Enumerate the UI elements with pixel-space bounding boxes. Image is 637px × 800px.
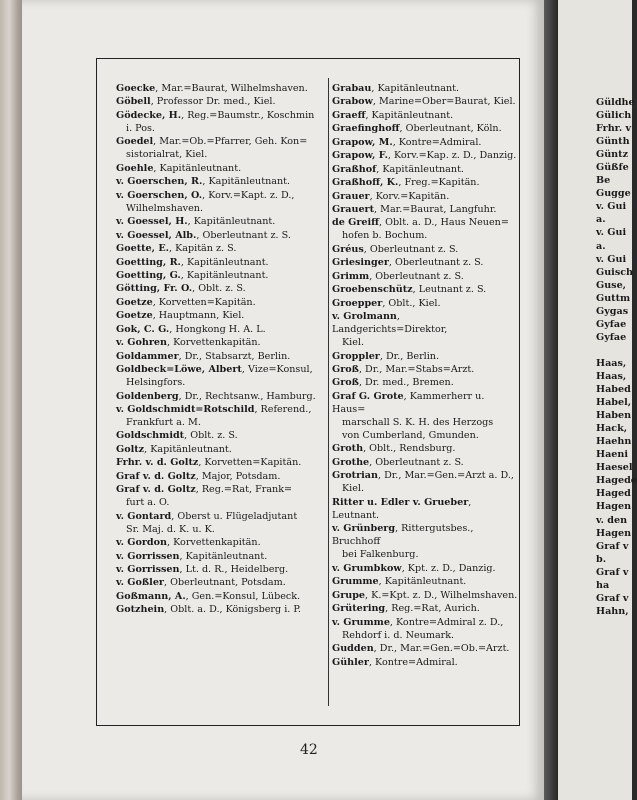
entry-name: Goedel xyxy=(116,136,154,148)
entry-details: , Kapitänleutnant. xyxy=(153,162,242,174)
directory-entry xyxy=(332,616,518,642)
directory-entry xyxy=(116,109,316,135)
entry-details: , Kapitänleutnant. xyxy=(371,83,460,94)
entry-name: v. Grünberg xyxy=(332,523,396,535)
next-page-line: Graf v xyxy=(596,540,629,552)
entry-continuation: marschall S. K. H. des Herzogs xyxy=(342,416,494,428)
entry-details: , Oberleutnant z. S. xyxy=(369,270,464,282)
directory-entry xyxy=(332,136,518,149)
next-page-line: Güntz xyxy=(596,149,629,161)
next-page-line: Haben xyxy=(596,410,632,422)
entry-details: , Marine=Ober=Baurat, Kiel. xyxy=(372,96,516,108)
next-page-line: Hagen xyxy=(596,501,632,513)
directory-entry xyxy=(332,496,518,522)
entry-name: v. Goessel, Alb. xyxy=(116,229,197,241)
directory-entry xyxy=(332,310,518,349)
entry-details: , Korvetten=Kapitän. xyxy=(152,296,256,308)
entry-name: Goldenberg xyxy=(116,390,179,402)
next-page-line: Habed xyxy=(596,384,631,396)
entry-details: , Oblt. a. D., Königsberg i. P. xyxy=(164,604,301,616)
entry-details: , Reg.=Rat, Aurich. xyxy=(385,603,480,615)
entry-details: , Kontre=Admiral. xyxy=(368,656,458,668)
directory-entry xyxy=(332,376,518,389)
column-divider xyxy=(328,78,329,706)
entry-details: , Dr., Rechtsanw., Hamburg. xyxy=(178,390,316,402)
entry-name: Goldschmidt xyxy=(116,430,185,442)
directory-entry xyxy=(116,429,316,442)
next-page-line: Guse, xyxy=(596,279,627,291)
directory-entry xyxy=(116,456,316,469)
directory-entry xyxy=(332,270,518,283)
page-number: 42 xyxy=(300,742,318,758)
directory-entry xyxy=(116,175,316,188)
entry-name: v. Gontard xyxy=(116,510,172,522)
entry-name: Goßmann, A. xyxy=(116,590,186,602)
entry-name: v. Gohren xyxy=(116,337,167,349)
entry-details: , Leutnant z. S. xyxy=(412,284,487,296)
entry-name: Göbell xyxy=(116,96,151,108)
entry-continuation: Kiel. xyxy=(342,483,365,495)
entry-name: v. Goessel, H. xyxy=(116,216,188,228)
next-page-line: Be xyxy=(596,175,611,187)
entry-name: Graßhof xyxy=(332,163,377,175)
entry-name: Grauert xyxy=(332,203,375,215)
directory-entry xyxy=(116,470,316,483)
directory-entry xyxy=(116,296,316,309)
directory-entry xyxy=(332,109,518,122)
entry-name: Graßhoff, K. xyxy=(332,177,399,189)
entry-name: Goecke xyxy=(116,83,156,94)
next-page-line: Hahn, xyxy=(596,605,629,617)
directory-entry xyxy=(332,456,518,469)
entry-name: Frhr. v. d. Goltz xyxy=(116,457,199,469)
entry-details: , Korv.=Kap. z. D., Danzig. xyxy=(387,150,517,162)
entry-name: Gudden xyxy=(332,643,374,655)
entry-name: Grupe xyxy=(332,589,366,601)
entry-name: Grotrian xyxy=(332,470,378,482)
entry-name: Goldammer xyxy=(116,350,179,362)
directory-entry xyxy=(116,576,316,589)
entry-details: , Oblt. a. D., Haus Neuen= xyxy=(379,217,509,229)
directory-entry xyxy=(332,216,518,242)
next-page-line: Gülich xyxy=(596,110,632,122)
entry-details: , Oberleutnant z. S. xyxy=(196,229,291,241)
next-page-line: v. Gui xyxy=(596,227,627,239)
next-page-line: a. xyxy=(596,214,606,226)
entry-name: Grapow, M. xyxy=(332,136,393,148)
entry-details: , Dr., Mar.=Gen.=Ob.=Arzt. xyxy=(373,643,510,655)
entry-name: v. Gorrissen xyxy=(116,564,180,576)
entry-name: Ritter u. Edler v. Grueber xyxy=(332,496,469,508)
next-page-line: Habel, xyxy=(596,397,632,409)
directory-entry xyxy=(332,243,518,256)
entry-details: , Oblt. z. S. xyxy=(184,430,238,442)
directory-entry xyxy=(116,189,316,215)
entry-name: Gühler xyxy=(332,656,369,668)
entry-name: Grabau xyxy=(332,83,372,94)
directory-entry xyxy=(116,483,316,509)
entry-details: , Mar.=Baurat, Wilhelmshaven. xyxy=(155,83,308,94)
entry-continuation: bei Falkenburg. xyxy=(342,549,419,561)
entry-details: , Korv.=Kapt. z. D., xyxy=(202,189,295,201)
directory-entry xyxy=(332,350,518,363)
entry-continuation: Kiel. xyxy=(342,337,365,349)
directory-entry xyxy=(332,176,518,189)
next-page-line: Haeni xyxy=(596,449,629,461)
directory-entry xyxy=(116,256,316,269)
entry-details: , Lt. d. R., Heidelberg. xyxy=(179,564,289,576)
entry-details: , Oblt., Rendsburg. xyxy=(363,443,456,455)
entry-details: , Kapitänleutnant. xyxy=(179,550,268,562)
directory-entry xyxy=(332,442,518,455)
directory-entry xyxy=(332,363,518,376)
entry-name: Grimm xyxy=(332,270,370,282)
entry-name: v. Grolmann xyxy=(332,311,397,323)
entry-details: , Dr., Stabsarzt, Berlin. xyxy=(178,350,291,362)
entry-continuation: sistorialrat, Kiel. xyxy=(126,149,208,161)
directory-entry xyxy=(116,403,316,429)
next-page-line: Guisch xyxy=(596,266,634,278)
entry-name: Griesinger xyxy=(332,257,389,269)
entry-details: , Vize=Konsul, xyxy=(241,364,313,376)
entry-details: , Oberst u. Flügeladjutant xyxy=(171,510,298,522)
entry-continuation: i. Pos. xyxy=(126,122,155,134)
entry-name: Groppler xyxy=(332,350,380,362)
entry-name: Groß xyxy=(332,364,359,376)
entry-details: , Oberleutnant, Köln. xyxy=(399,123,502,135)
next-page-line: Graf v xyxy=(596,592,629,604)
next-page-line: Haehn xyxy=(596,436,632,448)
directory-entry xyxy=(116,536,316,549)
entry-name: Grütering xyxy=(332,603,386,615)
next-page-line: a. xyxy=(596,240,606,252)
entry-details: , Oberleutnant z. S. xyxy=(388,257,484,269)
entry-name: Groepper xyxy=(332,297,383,309)
entry-continuation: furt a. O. xyxy=(126,497,170,509)
next-page-line: Günth xyxy=(596,136,630,148)
entry-continuation: hofen b. Bochum. xyxy=(342,230,428,242)
next-page-line: Haas, xyxy=(596,370,627,382)
directory-entry xyxy=(332,82,518,95)
entry-name: Graefinghoff xyxy=(332,123,400,135)
entry-details: , Kapitänleutnant. xyxy=(144,443,232,455)
entry-name: Goette, E. xyxy=(116,243,169,255)
entry-name: Graf G. Grote xyxy=(332,390,404,402)
entry-details: , Korvetten=Kapitän. xyxy=(198,457,302,469)
entry-details: , Hauptmann, Kiel. xyxy=(152,310,245,322)
entry-details: , Reg.=Baumstr., Koschmin xyxy=(181,109,315,121)
entry-name: Goetze xyxy=(116,296,153,308)
entry-details: , Oblt. z. S. xyxy=(192,283,246,295)
entry-details: , Oberleutnant z. S. xyxy=(363,243,459,255)
directory-entry xyxy=(332,95,518,108)
entry-name: Groß xyxy=(332,377,359,389)
directory-entry xyxy=(332,190,518,203)
entry-details: , Freg.=Kapitän. xyxy=(398,177,480,189)
entry-details: , Kammerherr u. Haus= xyxy=(332,390,485,415)
entry-name: Groth xyxy=(332,443,364,455)
entry-details: , Kapitänleutnant. xyxy=(365,109,454,121)
next-page-line: Haesel xyxy=(596,462,633,474)
entry-details: , Dr. med., Bremen. xyxy=(358,377,454,389)
entry-details: , Kpt. z. D., Danzig. xyxy=(401,562,496,574)
directory-entry xyxy=(332,203,518,216)
next-page-line: Gygas xyxy=(596,305,629,317)
entry-continuation: Rehdorf i. d. Neumark. xyxy=(342,629,455,641)
entry-details: , Hongkong H. A. L. xyxy=(169,323,266,335)
directory-entry xyxy=(116,336,316,349)
entry-details: , Oblt., Kiel. xyxy=(382,297,441,309)
entry-name: Gotzhein xyxy=(116,604,165,616)
directory-entry xyxy=(116,282,316,295)
entry-details: , Kontre=Admiral z. D., xyxy=(389,616,504,628)
entry-details: , Korv.=Kapitän. xyxy=(369,190,450,202)
entry-continuation: von Cumberland, Gmunden. xyxy=(342,430,479,442)
next-page-line: Güldhe xyxy=(596,97,635,108)
entry-name: Groebenschütz xyxy=(332,284,413,296)
next-page-line: Gugge xyxy=(596,188,631,200)
entry-name: Goetting, R. xyxy=(116,256,181,268)
directory-entry xyxy=(332,163,518,176)
next-page-line: v. Gui xyxy=(596,201,627,213)
entry-details: , Dr., Mar.=Gen.=Arzt a. D., xyxy=(377,470,514,482)
entry-details: , Dr., Berlin. xyxy=(379,350,440,362)
entry-name: Grabow xyxy=(332,96,373,108)
left-column xyxy=(116,82,316,617)
entry-details: , Gen.=Konsul, Lübeck. xyxy=(185,590,301,602)
next-page-edge xyxy=(558,0,637,800)
directory-entry xyxy=(332,575,518,588)
entry-details: , Kapitänleutnant. xyxy=(376,163,464,175)
next-page-line: Hack, xyxy=(596,423,628,435)
entry-name: de Greiff xyxy=(332,217,380,229)
entry-details: , Kapitän z. S. xyxy=(169,243,237,255)
entry-details: , Kapitänleutnant. xyxy=(180,256,269,268)
directory-entry xyxy=(332,149,518,162)
entry-details: , Korvettenkapitän. xyxy=(167,337,261,349)
entry-details: , Leutnant. xyxy=(332,496,472,521)
directory-entry xyxy=(332,122,518,135)
directory-entry xyxy=(116,590,316,603)
entry-name: Gödecke, H. xyxy=(116,109,182,121)
directory-entry xyxy=(116,510,316,536)
entry-details: , Kapitänleutnant. xyxy=(180,269,269,281)
directory-entry xyxy=(332,602,518,615)
next-page-line: v. den xyxy=(596,514,628,526)
directory-entry xyxy=(116,162,316,175)
entry-name: Grothe xyxy=(332,456,370,468)
entry-name: Graf v. d. Goltz xyxy=(116,484,196,496)
entry-details: , Korvettenkapitän. xyxy=(167,537,261,549)
entry-name: v. Gorrissen xyxy=(116,550,180,562)
entry-name: v. Grumme xyxy=(332,616,390,628)
entry-details: , Major, Potsdam. xyxy=(195,470,281,482)
next-page-line: Haged xyxy=(596,488,631,500)
entry-name: Grapow, F. xyxy=(332,150,388,162)
directory-entry xyxy=(332,283,518,296)
next-page-line: Gyfae xyxy=(596,318,627,330)
directory-entry xyxy=(332,390,518,442)
entry-name: Goehle xyxy=(116,162,154,174)
entry-name: Goldbeck=Löwe, Albert xyxy=(116,364,242,376)
entry-details: , Oberleutnant, Potsdam. xyxy=(163,577,286,589)
next-page-line: Haas, xyxy=(596,357,627,369)
directory-entry xyxy=(116,242,316,255)
directory-entry xyxy=(116,135,316,161)
entry-name: Grauer xyxy=(332,190,370,202)
entry-name: Graeff xyxy=(332,109,366,121)
entry-name: Gok, C. G. xyxy=(116,323,170,335)
entry-details: , Kapitänleutnant. xyxy=(202,176,291,188)
directory-entry xyxy=(116,550,316,563)
directory-entry xyxy=(332,656,518,669)
entry-details: , K.=Kpt. z. D., Wilhelmshaven. xyxy=(365,589,518,601)
next-page-line: ha xyxy=(596,579,610,591)
entry-name: Goltz xyxy=(116,443,145,455)
next-page-line: Güßfe xyxy=(596,162,629,174)
entry-continuation: Frankfurt a. M. xyxy=(126,416,201,428)
entry-details: , Dr., Mar.=Stabs=Arzt. xyxy=(358,364,475,376)
directory-entry xyxy=(116,82,316,95)
next-page-line: Guttm xyxy=(596,292,631,304)
entry-details: , Mar.=Ob.=Pfarrer, Geh. Kon= xyxy=(153,136,308,148)
entry-name: v. Grumbkow xyxy=(332,562,402,574)
next-page-line: v. Gui xyxy=(596,253,627,265)
directory-entry xyxy=(116,95,316,108)
entry-continuation: Sr. Maj. d. K. u. K. xyxy=(126,523,215,535)
next-page-line: Frhr. v xyxy=(596,123,632,135)
directory-entry xyxy=(116,603,316,616)
directory-entry xyxy=(332,589,518,602)
entry-name: v. Goldschmidt=Rotschild xyxy=(116,403,255,415)
directory-entry xyxy=(116,309,316,322)
directory-entry xyxy=(116,269,316,282)
directory-entry xyxy=(332,562,518,575)
directory-entry xyxy=(332,256,518,269)
directory-entry xyxy=(332,469,518,495)
directory-entry xyxy=(116,363,316,389)
entry-details: , Rittergutsbes., Bruchhoff xyxy=(332,523,474,548)
entry-name: Götting, Fr. O. xyxy=(116,283,193,295)
entry-continuation: Helsingfors. xyxy=(126,377,186,389)
entry-name: v. Goerschen, O. xyxy=(116,189,203,201)
directory-entry xyxy=(116,563,316,576)
directory-entry xyxy=(332,642,518,655)
entry-details: , Landgerichts=Direktor, xyxy=(332,311,448,336)
entry-name: Goetze xyxy=(116,310,153,322)
directory-entry xyxy=(116,229,316,242)
entry-details: , Kapitänleutnant. xyxy=(187,216,276,228)
next-page-line: Hagede xyxy=(596,475,637,487)
entry-continuation: Wilhelmshaven. xyxy=(126,202,203,214)
next-page-text xyxy=(558,96,637,618)
entry-details: , Kapitänleutnant. xyxy=(378,576,467,588)
next-page-line: Graf v xyxy=(596,566,629,578)
next-page-line: Hagen xyxy=(596,527,632,539)
directory-entry xyxy=(332,297,518,310)
directory-entry xyxy=(116,350,316,363)
right-column xyxy=(332,82,518,669)
entry-name: Gréus xyxy=(332,243,364,255)
entry-details: , Oberleutnant z. S. xyxy=(369,456,464,468)
entry-details: , Mar.=Baurat, Langfuhr. xyxy=(374,203,497,215)
entry-name: Graf v. d. Goltz xyxy=(116,470,196,482)
next-page-line: Gyfae xyxy=(596,331,627,343)
entry-details: , Professor Dr. med., Kiel. xyxy=(150,96,276,108)
directory-entry xyxy=(116,443,316,456)
directory-entry xyxy=(116,390,316,403)
entry-name: Grumme xyxy=(332,576,379,588)
entry-details: , Referend., xyxy=(254,403,312,415)
entry-name: v. Goerschen, R. xyxy=(116,176,203,188)
entry-name: v. Gordon xyxy=(116,537,168,549)
entry-details: , Reg.=Rat, Frank= xyxy=(195,484,293,496)
entry-name: v. Goßler xyxy=(116,577,164,589)
directory-entry xyxy=(116,323,316,336)
entry-details: , Kontre=Admiral. xyxy=(392,136,482,148)
next-page-line: b. xyxy=(596,553,607,565)
entry-name: Goetting, G. xyxy=(116,269,181,281)
directory-entry xyxy=(332,522,518,561)
next-page-line xyxy=(558,344,637,357)
directory-entry xyxy=(116,215,316,228)
